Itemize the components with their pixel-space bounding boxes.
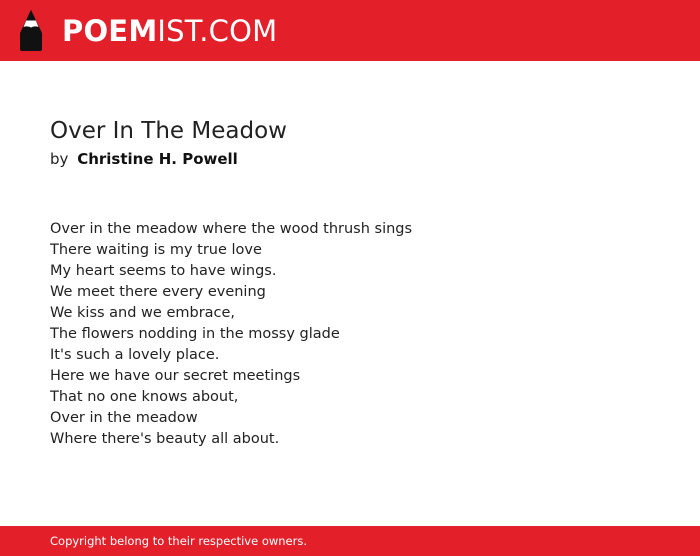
poem-line: The flowers nodding in the mossy glade xyxy=(50,326,340,342)
poem-line: We meet there every evening xyxy=(50,284,266,300)
poem-body xyxy=(50,219,412,450)
site-logo-link[interactable] xyxy=(0,0,278,61)
poem-line: Here we have our secret meetings xyxy=(50,368,301,384)
logo-text-thin: IST.COM xyxy=(157,14,278,48)
byline-label: by xyxy=(50,150,69,168)
site-footer xyxy=(0,526,700,556)
poem-line: Over in the meadow xyxy=(50,410,198,426)
poem-line: We kiss and we embrace, xyxy=(50,305,236,321)
poem-line: Where there's beauty all about. xyxy=(50,431,280,447)
poem-title: Over In The Meadow xyxy=(50,118,287,144)
site-logo-text xyxy=(62,13,277,49)
poem-line: My heart seems to have wings. xyxy=(50,263,277,279)
logo-text-bold: POEM xyxy=(62,14,158,48)
pencil-icon xyxy=(18,9,44,52)
poem-line: It's such a lovely place. xyxy=(50,347,220,363)
site-header xyxy=(0,0,700,61)
poem-line: There waiting is my true love xyxy=(50,242,262,258)
poem-line: Over in the meadow where the wood thrush sings xyxy=(50,221,413,237)
author-link[interactable]: Christine H. Powell xyxy=(77,150,238,168)
copyright-text: Copyright belong to their respective owners. xyxy=(50,534,308,548)
poem-line: That no one knows about, xyxy=(50,389,239,405)
poem-byline xyxy=(50,148,238,170)
